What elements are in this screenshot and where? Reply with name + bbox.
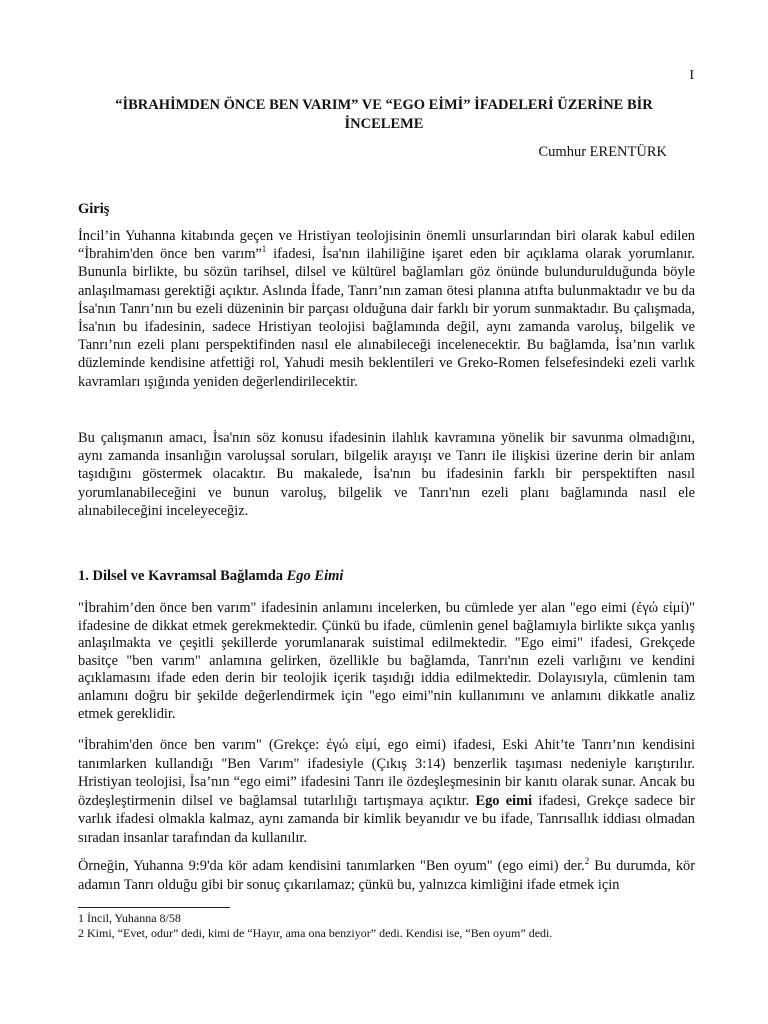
- page-number: I: [689, 68, 694, 83]
- section-1-p2-text-b: ifadesi, Grekçe sadece bir varlık ifadesi olmakla kalmaz, aynı zamanda bir kimlik beyanıdır ve bu ifade, Tanrısallık iddiası olmadan sıradan insanlar tarafından da kullanılır.: [78, 792, 695, 846]
- footnote-1: 1 İncil, Yuhanna 8/58: [78, 911, 181, 925]
- footnote-separator: [78, 907, 230, 908]
- footnote-ref-1[interactable]: 1: [261, 244, 267, 255]
- section-1-p2-text-a: "İbrahim'den önce ben varım" (Grekçe: ἐγώ εἰμί, ego eimi) ifadesi, Eski Ahit’te Tanrı’nın kendisini tanımlarken kullandığı "Ben Varım" ifadesiyle (Çıkış 3:14) benzerlik taşıması nedeniyle karıştırılır. Hristiyan teolojisi, İsa’nın “ego eimi” ifadesini Tanrı ile özdeşleşmesinin bir kanıtı olarak sunar. Ancak bu özdeşleştirmenin dilsel ve bağlamsal tutarlılığı tartışmaya açıktır.: [78, 737, 695, 809]
- intro-p1-text-b: ifadesi, İsa'nın ilahiliğine işaret eden bir açıklama olarak yorumlanır. Bununla birlikte, bu sözün tarihsel, dilsel ve kültürel bağlamları göz önünde bulundurulduğunda böyle anlaşılmaması gerektiği açıktır. Aslında İfade, Tanrı’nın zaman ötesi planına atıfta bulunmaktadır ve bu da İsa'nın Tanrı’nın bu ezeli düzeninin bir parçası olduğuna dair farklı bir yorum sunmaktadır. Bu çalışmada, İsa'nın bu ifadesinin, sadece Hristiyan teolojisi bağlamında değil, aynı zamanda varoluş, bilgelik ve Tanrı’nın ezeli planı perspektifinden nasıl ele alınabileceği incelenecektir. Bu bağlamda, İsa’nın varlık düzleminde kendisine atfettiği rol, Yahudi mesih beklentileri ve Greko-Romen felsefesindeki ezeli varlık kavramları ışığında yeniden değerlendirilecektir.: [78, 246, 695, 390]
- section-1-heading-text: 1. Dilsel ve Kavramsal Bağlamda: [78, 568, 287, 584]
- section-1-p2-bold: Ego eimi: [475, 792, 533, 809]
- footnote-ref-2[interactable]: 2: [584, 856, 590, 867]
- intro-paragraph-2: Bu çalışmanın amacı, İsa'nın söz konusu ifadesinin ilahlık kavramına yönelik bir savunma olmadığını, aynı zamanda insanlığın varoluşsal soruları, bilgelik arayışı ve Tanrı ile ilişkisi üzerine derin bir anlam taşıdığını göstermek olacaktır. Bu makalede, İsa'nın bu ifadesinin farklı bir perspektiften nasıl yorumlanabileceğini ve bunun varoluş, bilgelik ve Tanrı'nın ezeli planı bağlamında nasıl ele alınabileceğini inceleyeceğiz.: [78, 430, 695, 519]
- author-name: Cumhur ERENTÜRK: [538, 144, 667, 160]
- section-1-paragraph-2: [78, 736, 695, 848]
- section-1-heading: [78, 568, 343, 585]
- section-1-heading-italic: Ego Eimi: [286, 568, 344, 584]
- section-1-p3-text-b: Bu durumda, kör adamın Tanrı olduğu gibi bir sonuç çıkarılamaz; çünkü bu, yalnızca kimliğini ifade etmek için: [78, 858, 696, 893]
- section-1-p3-text-a: Örneğin, Yuhanna 9:9'da kör adam kendisini tanımlarken "Ben oyum" (ego eimi) der.: [78, 858, 585, 874]
- intro-paragraph-1: [78, 227, 695, 391]
- footnote-2: 2 Kimi, “Evet, odur” dedi, kimi de “Hayır, ama ona benziyor” dedi. Kendisi ise, “Ben oyum” dedi.: [78, 926, 553, 940]
- section-1-paragraph-3: [78, 857, 695, 894]
- intro-p1-text-a: İncil’in Yuhanna kitabında geçen ve Hristiyan teolojisinin önemli unsurlarından biri olarak kabul edilen “İbrahim'den önce ben varım”: [78, 228, 695, 263]
- document-title: “İBRAHİMDEN ÖNCE BEN VARIM” VE “EGO EİMİ” İFADELERİ ÜZERİNE BİR İNCELEME: [115, 97, 653, 132]
- section-1-paragraph-1: "İbrahim’den önce ben varım" ifadesinin anlamını incelerken, bu cümlede yer alan "ego eimi (ἐγώ εἰμί)" ifadesine de dikkat etmek gerekmektedir. Çünkü bu ifade, cümlenin genel bağlamıyla birlikte sıkça yanlış anlaşılmakta ve çeşitli şekillerde yorumlanarak suistimal edilmektedir. "Ego eimi" ifadesi, Grekçede basitçe "ben varım" anlamına gelirken, özellikle bu bağlamda, Tanrı'nın ezeli varlığını ve kendini açıklamasını ifade eden derin bir teolojik içerik taşıdığı iddia edilmektedir. Dolayısıyla, cümlenin tam anlamını doğru bir şekilde değerlendirmek için "ego eimi"nin kullanımını ve anlamını dikkatle analiz etmek gereklidir.: [78, 600, 695, 722]
- intro-heading: Giriş: [78, 201, 110, 217]
